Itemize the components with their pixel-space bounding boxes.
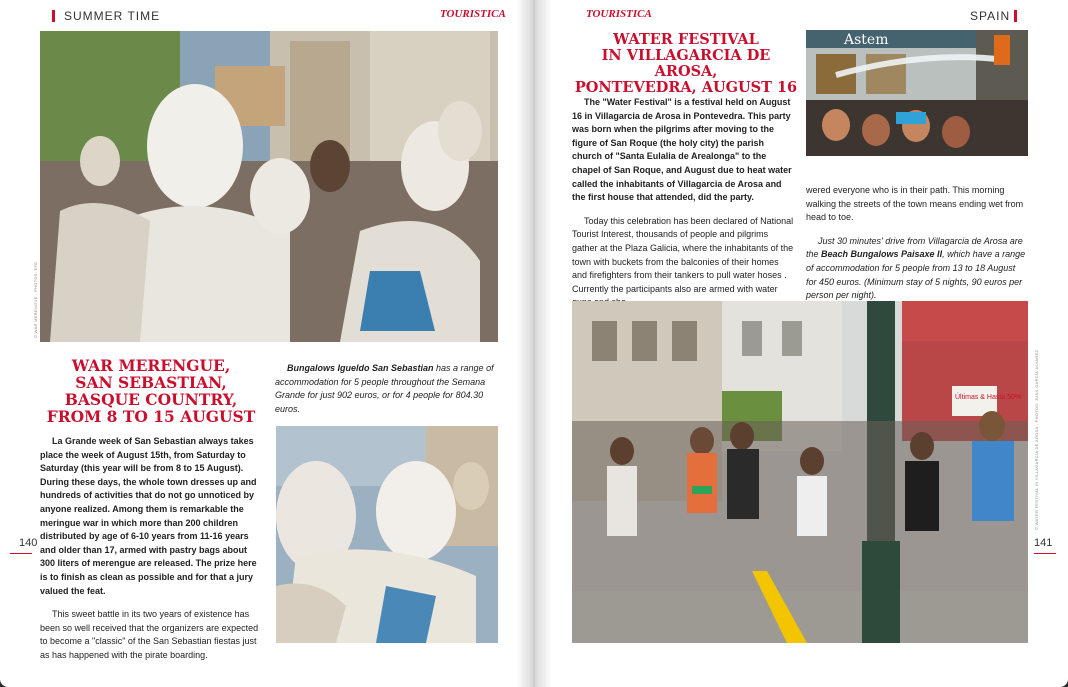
body-paragraph: wered everyone who is in their path. This morning walking the streets of the town means ending wet from head to toe. [806,185,1024,223]
article-body-continued [806,184,1028,313]
title-line: BASQUE COUNTRY, [64,390,238,410]
page-number: 140 [19,537,38,549]
photo-credit: © WATER FESTIVAL IN VILLAGARCIA DE AROSA - PHOTOS: JUAN GARCÍA ÁLVAREZ [1034,349,1039,530]
body-paragraph: Today this celebration has been declared of National Tourist Interest, thousands of people and pilgrims gather at the Plaza Galicia, where the inhabitants of the town with buckets from the balconies of their homes and firefighters from their tankers to pull water hoses . Currently the participants also are armed with water [572,215,794,294]
accommodation-name: Beach Bungalows Paisaxe II [821,249,943,260]
intro-paragraph: The "Water Festival" is a festival held on August 16 in Villagarcia de Arosa in Pontevedra. This party was born when the pilgrims after moving to the figure of San Roque (the holy city) the parish church of "Santa Eulalia de Arealonga" to the chapel of San Roque, and August due to heat water called the inhabitants of Villagarcia de Arosa and the first house that attended, did the party. [572,97,792,203]
section-label: SPAIN [970,9,1011,23]
article-body [572,96,796,320]
page-number: 141 [1034,537,1053,549]
section-marker [1014,10,1017,22]
section-marker [52,10,55,22]
photo-credit: © WAR MERENGUE - PHOTOS: EFE [33,261,38,338]
water-hose-photo [806,30,1028,156]
magazine-logo: TOURISTICA [586,8,652,20]
accommodation-note [275,362,497,426]
article-title [40,357,262,425]
page-number-rule [1034,553,1056,554]
title-line: PONTEVEDRA, AUGUST 16 [574,78,798,96]
title-line: FROM 8 TO 15 AUGUST [46,407,256,427]
accommodation-text: , which have a range of accommodation for 5 people from 13 to 18 August for 450 euros. (Minimum stay of 5 nights, 90 euros per person per night). [806,249,1026,301]
merengue-war-photo [40,31,498,342]
section-label: SUMMER TIME [64,9,161,23]
water-festival-street-photo [572,301,1028,643]
page-number-rule [10,553,32,554]
offer-intro: Just 30 minutes' drive from Villagarcia de Arosa are the [806,235,1023,260]
accommodation-name: Bungalows Igueldo San Sebastian [287,363,434,373]
title-line: WATER FESTIVAL [613,31,759,48]
body-paragraph: This sweet battle in its two years of existence has been so well received that the organizers are expected to become a "classic" of the San Sebastian fiestas just as has happened with the pirate boarding. [40,609,259,660]
title-line: IN VILLAGARCIA DE AROSA, [601,46,771,80]
accommodation-text: has a range of accommodation for 5 people throughout the Semana Grande for just 902 euros, or for 4 people for 804.30 euros. [275,363,494,414]
merengue-kids-photo [276,426,498,643]
accommodation-note [806,235,1028,303]
shop-sign: Últimas & Hasta 50% [955,394,1022,401]
title-line: WAR MERENGUE, [71,356,231,375]
storefront-sign: Astem [844,32,889,48]
right-page [534,0,1068,687]
title-line: SAN SEBASTIAN, [75,373,227,393]
magazine-logo: TOURISTICA [440,8,506,20]
article-body [40,435,264,673]
intro-paragraph: La Grande week of San Sebastian always takes place the week of August 15th, from Saturday to Saturday (this year will be from 8 to 15 August). During these days, the whole town dresses up and hundreds of activities that do not go unnoticed by anyone realized. Among them is remarkable the meringue war in which more than 200 children distributed by age of 6-10 years from 11-16 years and older than 17, armed with pastry bags about 300 liters of merengue are released. The prize here is to finish as clean as possible and for that a jury valued the feat. [40,436,257,596]
article-title [568,32,804,96]
